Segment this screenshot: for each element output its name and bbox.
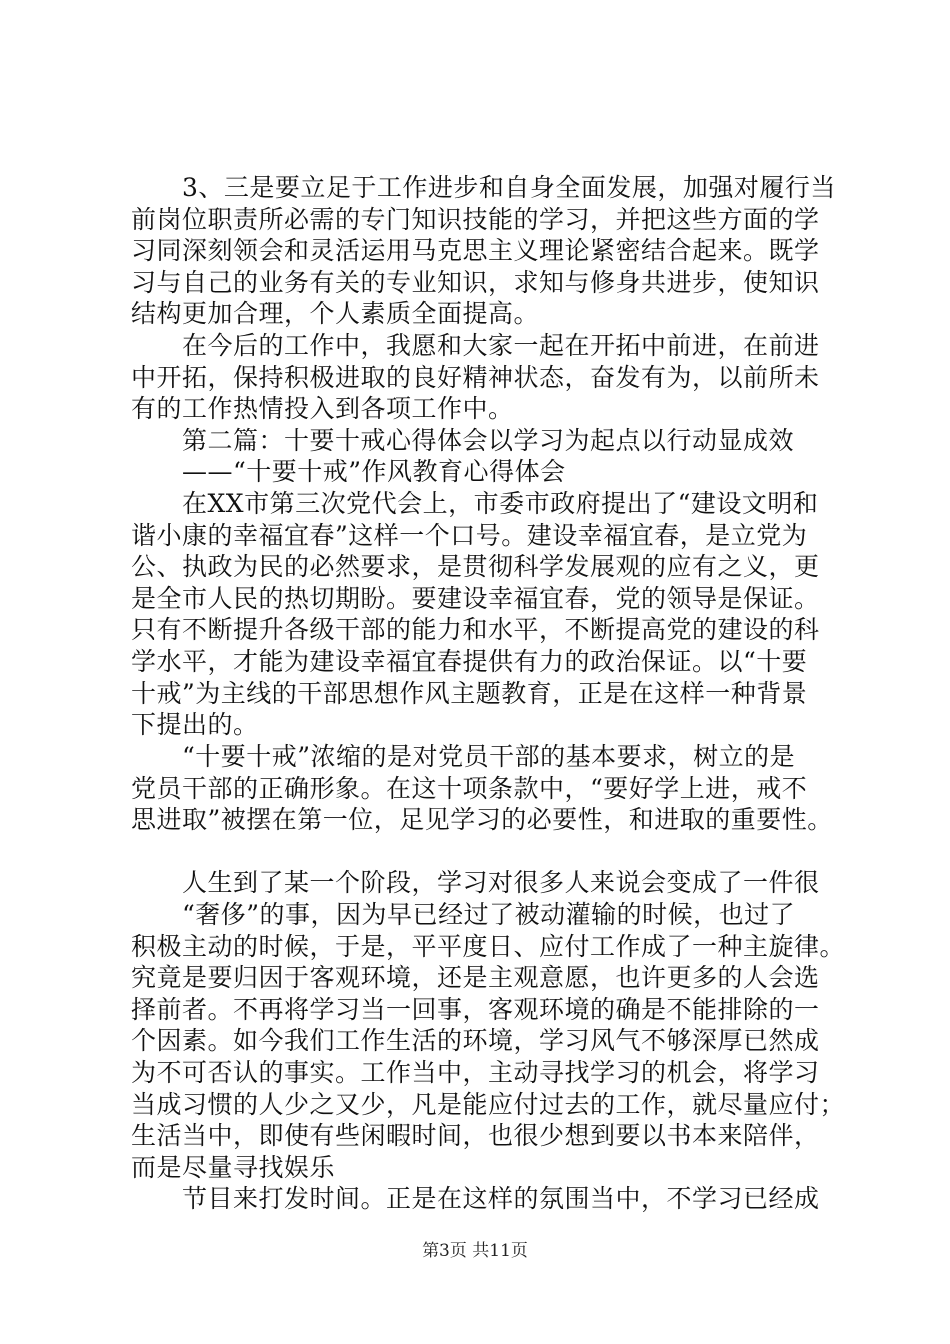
section-heading: 第二篇：十要十戒心得体会以学习为起点以行动显成效	[131, 425, 795, 455]
body-text-line: 生活当中，即使有些闲暇时间，也很少想到要以书本来陪伴，	[131, 1121, 820, 1151]
body-text-line: 而是尽量寻找娱乐	[131, 1152, 336, 1182]
body-text-line: 当成习惯的人少之又少，凡是能应付过去的工作，就尽量应付；	[131, 1089, 846, 1119]
body-text-line: 在XX市第三次党代会上，市委市政府提出了“建设文明和	[131, 489, 819, 519]
body-text-line: 前岗位职责所必需的专门知识技能的学习，并把这些方面的学	[131, 204, 820, 234]
body-text-line: 习同深刻领会和灵活运用马克思主义理论紧密结合起来。既学	[131, 236, 820, 266]
body-text-line: 结构更加合理，个人素质全面提高。	[131, 299, 540, 329]
body-text-line: 是全市人民的热切期盼。要建设幸福宜春，党的领导是保证。	[131, 583, 820, 613]
body-text-line: 党员干部的正确形象。在这十项条款中，“要好学上进，戒不	[131, 773, 808, 803]
body-text-line: 谐小康的幸福宜春”这样一个口号。建设幸福宜春，是立党为	[131, 520, 808, 550]
body-text-line: 人生到了某一个阶段，学习对很多人来说会变成了一件很	[131, 868, 820, 898]
body-text-line: 择前者。不再将学习当一回事，客观环境的确是不能排除的一	[131, 994, 820, 1024]
body-text-line: “奢侈”的事，因为早已经过了被动灌输的时候，也过了	[131, 899, 796, 929]
body-text-line: 习与自己的业务有关的专业知识，求知与修身共进步，使知识	[131, 267, 820, 297]
body-text-line: 中开拓，保持积极进取的良好精神状态，奋发有为，以前所未	[131, 362, 820, 392]
body-text-line: 究竟是要归因于客观环境，还是主观意愿，也许更多的人会选	[131, 963, 820, 993]
body-text-line: 3、三是要立足于工作进步和自身全面发展，加强对履行当	[131, 173, 836, 202]
body-text-line: “十要十戒”浓缩的是对党员干部的基本要求，树立的是	[131, 741, 796, 771]
body-text-line: 公、执政为民的必然要求，是贯彻科学发展观的应有之义，更	[131, 552, 820, 582]
section-subheading: ——“十要十戒”作风教育心得体会	[131, 457, 566, 487]
body-text-line: 思进取”被摆在第一位，足见学习的必要性，和进取的重要性。	[131, 805, 833, 835]
body-text-line: 十戒”为主线的干部思想作风主题教育，正是在这样一种背景	[131, 678, 808, 708]
body-text-line: 下提出的。	[131, 710, 259, 740]
page-number: 第3页 共11页	[422, 1241, 528, 1261]
body-text-line: 只有不断提升各级干部的能力和水平，不断提高党的建设的科	[131, 615, 820, 645]
body-text-line: 为不可否认的事实。工作当中，主动寻找学习的机会，将学习	[131, 1057, 820, 1087]
body-text-line: 学水平，才能为建设幸福宜春提供有力的政治保证。以“十要	[131, 647, 808, 677]
body-text-line: 在今后的工作中，我愿和大家一起在开拓中前进，在前进	[131, 331, 820, 361]
body-text-line: 积极主动的时候，于是，平平度日、应付工作成了一种主旋律。	[131, 931, 846, 961]
body-text-line: 有的工作热情投入到各项工作中。	[131, 394, 514, 424]
body-text-line: 节目来打发时间。正是在这样的氛围当中，不学习已经成	[131, 1184, 820, 1214]
body-text-line: 个因素。如今我们工作生活的环境，学习风气不够深厚已然成	[131, 1026, 820, 1056]
